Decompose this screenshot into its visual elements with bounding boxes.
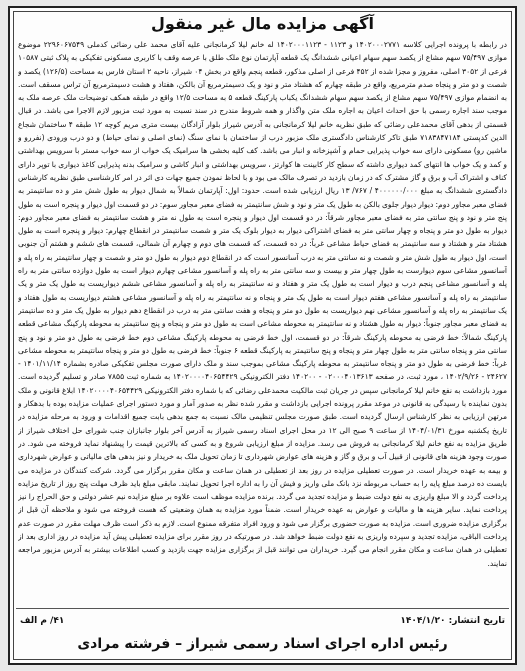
notice-code: ۴۱/ م الف [20,616,65,626]
footer-divider [16,608,509,609]
notice-sheet [8,6,517,665]
signature-line: رئیس اداره اجرای اسناد رسمی شیراز – فرشته مرادی [77,636,448,652]
publish-date: ۱۴۰۴/۱/۲۰ [400,616,446,626]
publish-date-label: تاریخ انتشار: [448,616,505,626]
notice-title: آگهی مزایده مال غیر منقول [151,14,374,33]
publish-date-line [400,616,505,626]
footer-meta [20,616,505,632]
notice-body: در رابطه با پرونده اجرایی کلاسه ۱۴۰۲۰۰۰۲۷۷۱ و ۱۱۲۳ - ۱۴۰۲۰۰۰۱۱۲۳ له خانم لیلا کرمانجانی علیه آقای محمد علی رضائی کدملی ۲۲۹۶۰۶۷۵۴۹ موضوع موازی ۷۵/۴۹۷ سهم مشاع از یکصد سهم سهام اعیانی ششدانگ یک قطعه آپارتمان نوع ملک طلق با عرصه وقف با کاربری مسکونی تفکیکی به پلاک ثبتی ۱۰۵۸۷ فرعی از ۳۰۵۲ اصلی، مفروز و مجزا شده از ۴۵۲ فرعی از اصلی مذکور، قطعه پنجم واقع در بخش ۰۴ شیراز، ناحیه ۲ استان فارس به مساحت (۱۲۶/۵) یکصد و شصت و دو متر و پنجاه صدم مترمربع، واقع در طبقه چهارم که هشتاد متر و نود و یک دسیمترمربع آن بالکن، هفتاد و هشت دسیمترمربع آن تراس مسقف است. به انضمام موازی ۷۵/۴۹۷ سهم مشاع از یکصد سهم سهام ششدانگ یکباب پارکینگ قطعه ۵ به مساحت ۱۲/۵ واقع در طبقه همکف توضیحات ملک عرصه ملک به موجب سند اجاره رسمی با حق احداث اعیان به اجاره ملک متن واگذار و همه شروط مندرج در سند نسبت به مورد ثبت مزبور لازم الاجرا می باشد. در قبال قسمتی از بدهی آقای محمدعلی رضائی که طبق نظریه خانم لیلا کرمانجانی به آدرس شیراز بلوار آزادگان بیست متری مریم کوچه ۱۲ طبقه ۴ ساختمان شجاع الدین کدپستی ۷۱۸۳۸۴۷۱۸۴ طبق تاکر کارشناس دادگستری ملک مزبور درب از ساختمان با نمای سنگ (نمای اصلی و نمای حیاط) و دو درب ورودی (نفررو و ماشین رو) مسکونی دارای سه خواب پذیرایی حمام و آشپزخانه و انبار می باشد. کف کلیه بخشی ها سرامیک یک خواب از سه خواب مستر با سرویس بهداشتی و کمد و یک خواب ها انتهای کمد دیواری داشته که سطح کار کابینت ها کوارتز ، سرویس بهداشتی و انبار کاشی و سرامیک بدنه پذیرایی کاغذ دیواری با توپر دارای کناف و اشتراک آب و برق و گاز مشترک که در زمان بازدید در تصرف مالک می بود و با لحاظ نمودن جمیع جهات دی اثر در امر کارشناسی طبق نظریه کارشناس دادگستری ششدانگ به مبلغ ۴۰۰۰۰۰۰/۰۰۰ / ۷۶۷/ ۱۳ ریال ارزیابی شده است. حدود: اول: آپارتمان شمالاً به شمال دیوار به طول شش متر و ده سانتیمتر به فضای معبر مجاور دوم: دیوار دیوار جلوی بالکن به طول یک متر و نود و شش سانتیمتر به فضای معبر مجاور سوم: در دو قسمت اول دیوار و پنجره است به طول پنج متر و نود و پنج سانتی متر به فضای معبر مجاور شرقاً: در دو قسمت اول دیوار و پنجره است به طول نه متر و هشت سانتیمتر به فضای معبر مجاور دوم: دیوار به طول دو متر و پنجاه و چهار سانتی متر به فضای اشتراکی دیوار به دیوار بلوک یک متر و شصت سانتیمتر در انقطاع چهارم: دیوار و پنجره است به طول هشتاد متر و هشتاد و سه سانتیمتر به فضای حیاط مشاعی غرباً: در ده قسمت، که قسمت های دوم و چهارم آن شمالی، قسمت های ششم و هشتم آن جنوبی است، اول دیوار به طول شش متر و شصت و نه سانتی متر به درب آسانسور است که در انقطاع دوم دیوار به طول دو متر و شصت و چهار سانتیمتر به راه پله و آسانسور مشاعی سوم دیوارست به طول چهار متر و بیست و سه سانتی متر به راه پله و آسانسور مشاعی چهارم دیوار است به طول دوازده سانتی متر به راه پله و آسانسور مشاعی پنجم درب و دیوار است به طول یک متر و هفتاد و نه سانتیمتر به راه پله و آسانسور مشاعی ششم دیواریست به طول یک متر و یک سانتیمتر به راه پله و آسانسور مشاعی هفتم دیوار است به طول یک متر و پنجاه و نه سانتیمتر به راه پله و آسانسور مشاعی هشتم دیواریست به طول هفتاد و یک سانتیمتر به راه پله و آسانسور مشاعی نهم دیواریست به طول دو متر و پنجاه و هفت سانتی متر به درب در انقطاع دهم دیوار به طول یک متر و ده سانتیمتر به فضای معبر مجاور جنوباً: دیوار به طول هشتاد و نه سانتیمتر به محوطه مشاعی است به طول دو متر و پنجاه و پنج سانتیمتر به محوطه پارکینگ مشاعی قطعه پارکینگ شمالاً: خط فرضی به محوطه پارکینگ شرقاً: در دو قسمت، اول خط فرضی به محوطه پارکینگ مشاعی دوم خط فرضی به طول دو متر و نود و پنج سانتی متر و پنجاه سانتی متر به طول چهار متر و پنجاه و پنج سانتیمتر به پارکینگ قطعه ۶ جنوباً: خط فرضی به طول دو متر و پنجاه سانتیمتر به محوطه مشاعی غرباً: خط فرضی به طول دو متر و پنجاه سانتیمتر به محوطه پارکینگ مشاعی بموجب سند و ملک دارای صورت مجلس تفکیکی صادره بشماره ۱۴۰۱/۱۱/۱۴ - ۲۴۶۲۷ - ۱۴۰۲/۹/۲۶ ، مورد ثبت، در صفحه ۰۲۰۰۰۴۰۱۳۶۱۳ - ۱۴۰۲۰۰ دفتر الکترونیکی ۱۴۰۲۰۰۰۰۴۰۶۵۴۴۲۹ به شماره ثبت ۷۸۵۵ صادر و تسلیم گردیده است. مورد بازداشت به نفع خانم لیلا کرمانجانی سپس در جریان ثبت مالکیت محمدعلی رضائی که با شماره دفتر الکترونیکی ۱۴۰۲۰۰۰۰۴۰۶۵۴۴۲۹ ابلاغ قانونی و ملک بدون نماینده با رسیدگی به قانونی در موعد مقرر پرونده اجرایی بازداشت و مقرر شده نظر به صدور آمار و مورد دستور اجرای عملیات مزایده بوده با بدهکار و مرتهن ارزیابی به نظر کارشناس ارسال گردیده است. طبق صورت مجلس تنظیمی مالک نسبت به جمع بدهی بابت جمیع اقدامات و ورود به مرحله مزایده در تاریخ یکشنبه مورخ ۱۴۰۴/۰۱/۳۱ از ساعت ۹ صبح الی ۱۲ در محل اجرای اسناد رسمی شیراز به آدرس آخر بلوار جانبازان جنب شورای حل اختلاف شیراز از طریق مزایده به نفع خانم لیلا کرمانجانی به فروش می رسد. مزایده از مبلغ ارزیابی شروع و به کسی که بالاترین قیمت را پیشنهاد نماید فروخته می شود. در صورت وجود هزینه های قانونی از قبیل آب و برق و گاز و هزینه های عوارض شهرداری تا زمان تحویل ملک به خریدار و نیز بدهی های مالیاتی و عوارض شهرداری و بیمه به عهده خریدار است. در صورت تعطیلی مزایده در روز بعد از تعطیلی در همان ساعت و مکان مقرر برگزار می گردد. شرکت کنندگان در مزایده می بایست ده درصد مبلغ پایه را به حساب مربوطه نزد بانک ملی واریز و فیش آن را به اداره اجرا تحویل نمایند. مابقی مبلغ باید ظرف مهلت پنج روز از تاریخ مزایده پرداخت گردد و الا مبلغ واریزی به نفع دولت ضبط و مزایده تجدید می گردد. برنده مزایده موظف است علاوه بر مبلغ مزایده نیم عشر دولتی و حق الحراج را نیز پرداخت نماید. سایر هزینه ها و مالیات و عوارض به عهده خریدار است. ضمناً مورد مزایده به همان وضعیتی که هست فروخته می شود و ملاحظه آن قبل از برگزاری مزایده ضروری است. مزایده به صورت حضوری برگزار می شود و ورود افراد متفرقه ممنوع است. لازم به ذکر است ظرف مهلت مقرر در صورت عدم پرداخت الباقی، مزایده تجدید و سپرده واریزی به نفع دولت ضبط خواهد شد. در صورتیکه در روز مقرر برای مزایده تعطیلی پیش آید مزایده در روز اداری بعد از تعطیلی در همان ساعت و مکان مقرر انجام می گیرد. خریداران می توانند قبل از برگزاری مزایده جهت بازدید و کسب اطلاعات بیشتر به آدرس مزبور مراجعه نمایند. [18,40,507,568]
